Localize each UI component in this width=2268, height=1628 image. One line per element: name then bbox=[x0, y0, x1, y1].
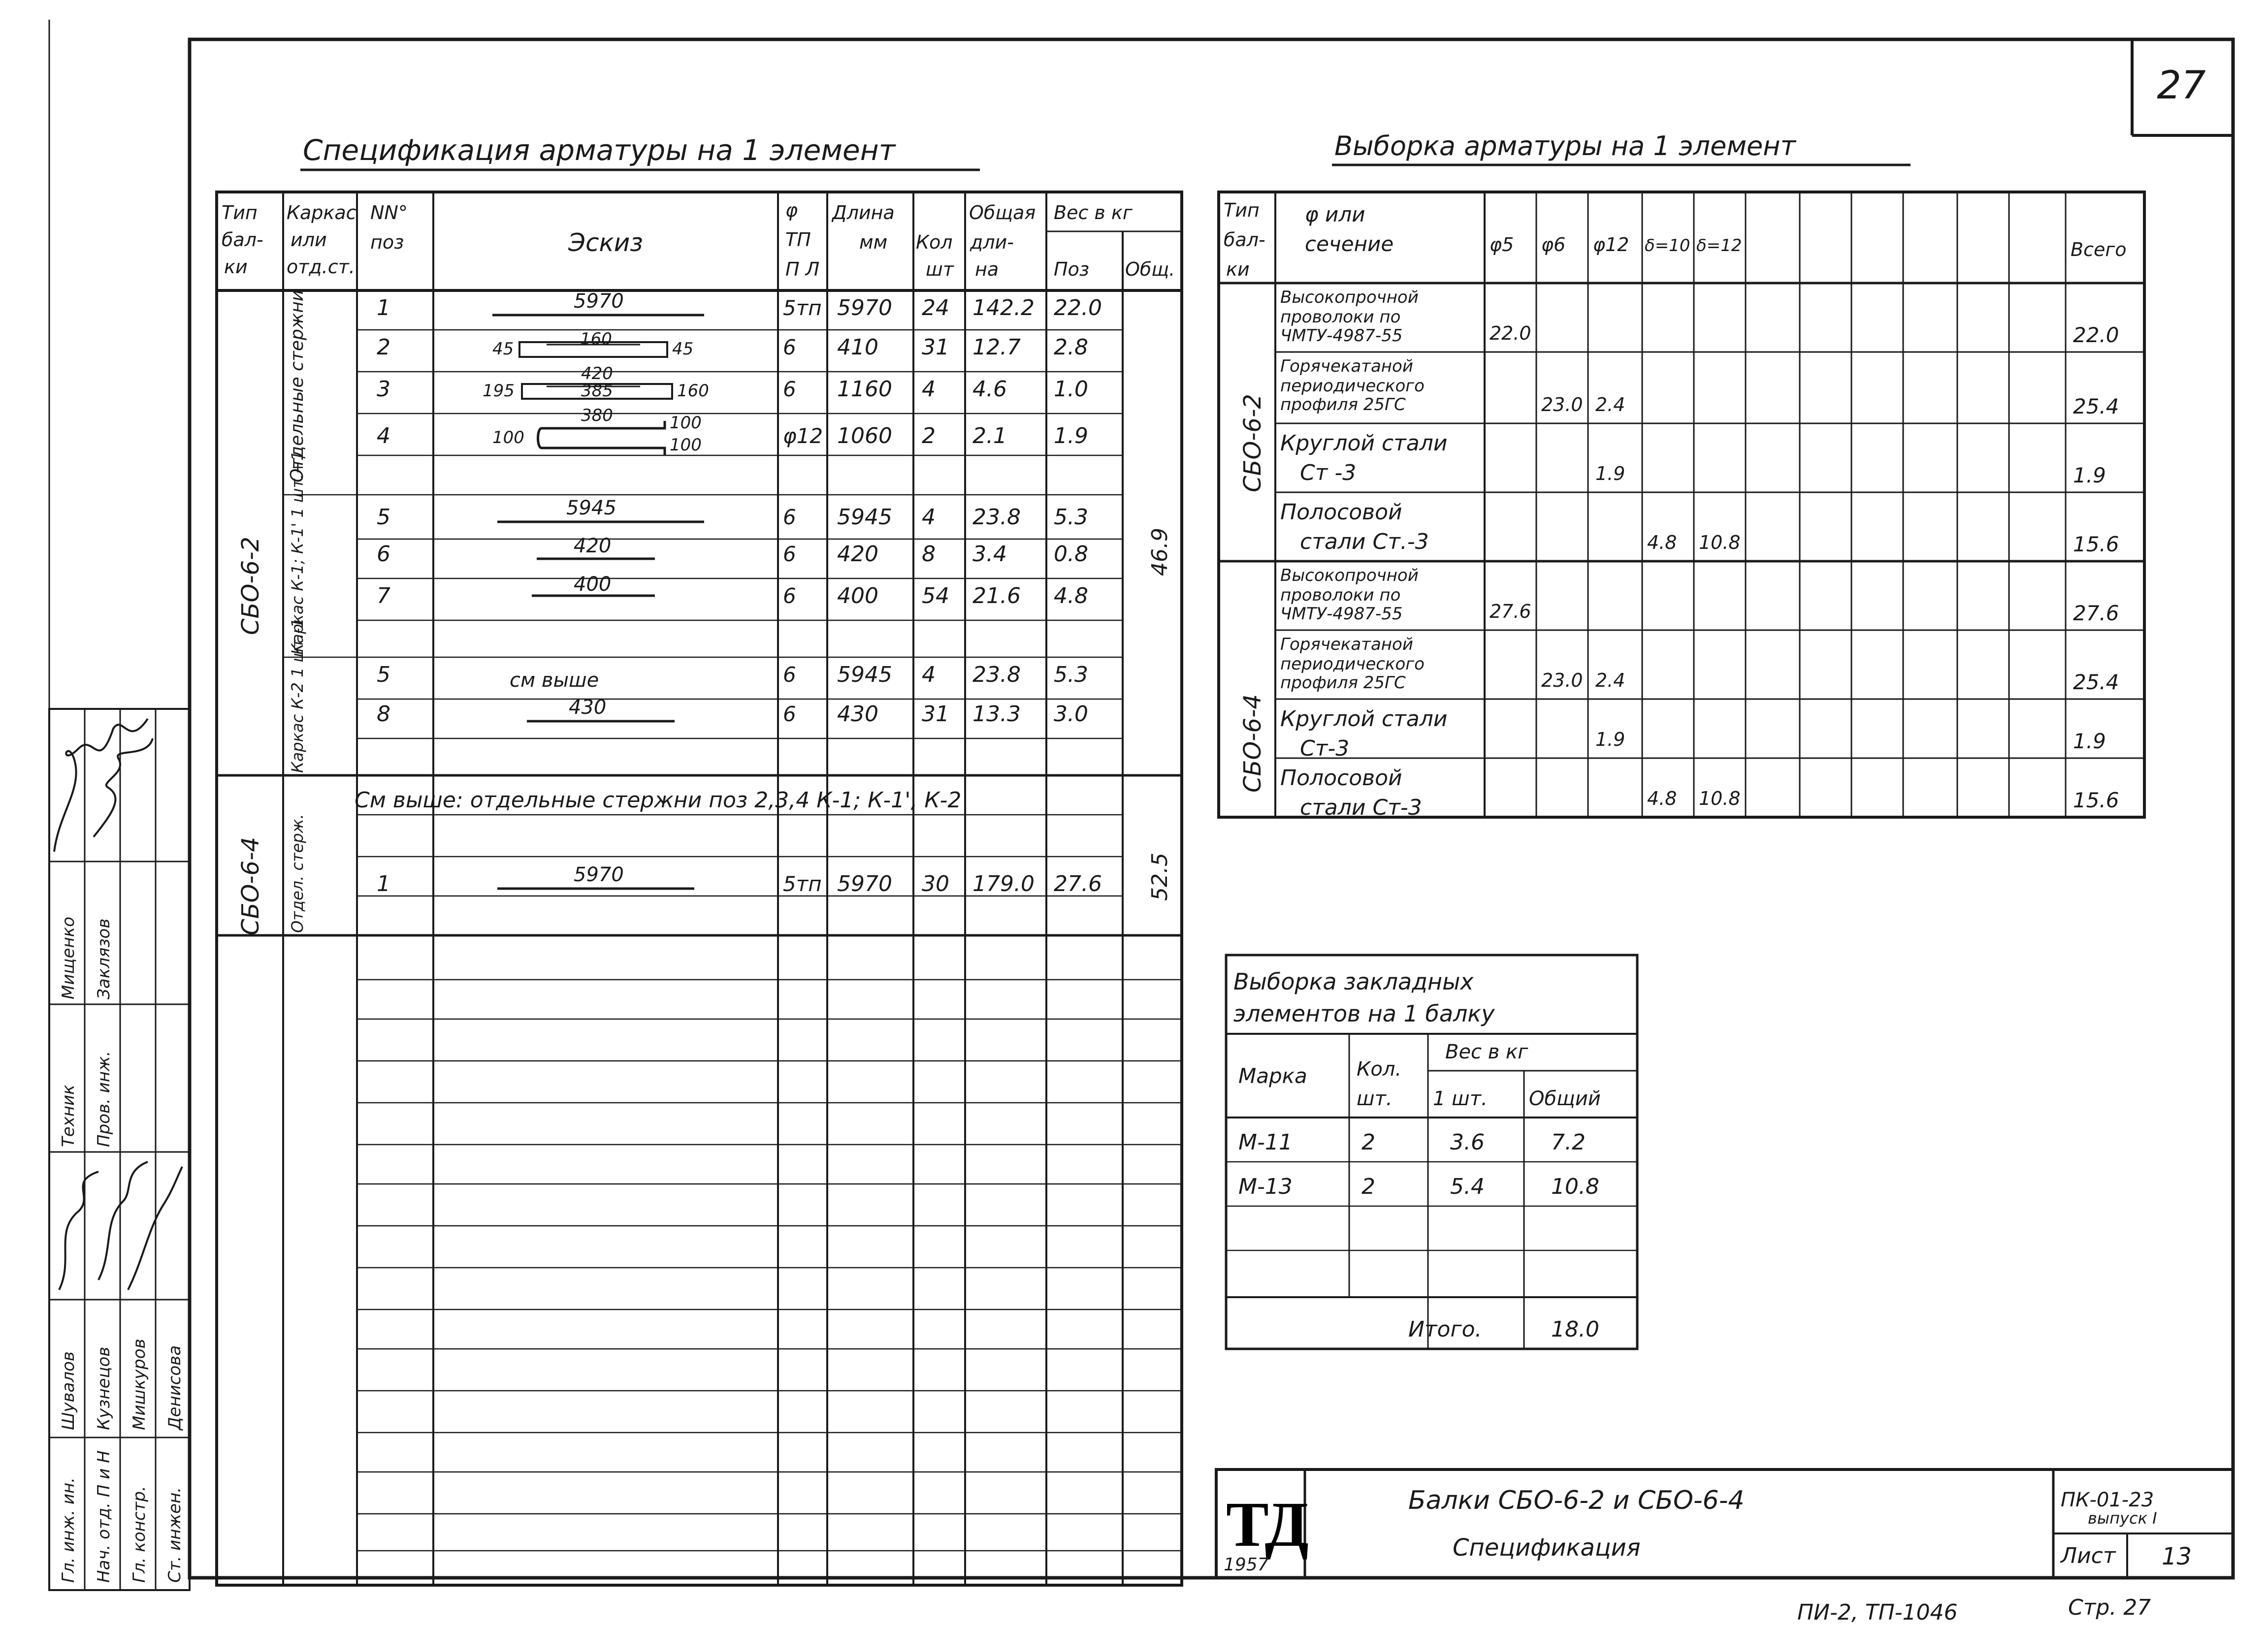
sel-row-label: стали Ст-3 bbox=[1300, 795, 1422, 820]
spec-h-qty1: Кол bbox=[916, 231, 953, 253]
spec-row-weight: 3.0 bbox=[1054, 702, 1088, 727]
spec-h-phi3: П Л bbox=[785, 258, 820, 280]
spec-row-pos: 8 bbox=[377, 702, 390, 727]
sel-row-c3: 2.4 bbox=[1595, 394, 1625, 415]
spec-h-len1: Длина bbox=[832, 202, 895, 223]
spec-row-pos: 1 bbox=[377, 295, 390, 320]
spec-row-pos: 4 bbox=[377, 423, 390, 448]
sel-row-total: 1.9 bbox=[2073, 729, 2106, 753]
spec-group-3: Каркас К-2 1 шт.-1 bbox=[288, 618, 307, 773]
stamp-sheet-label: Лист bbox=[2061, 1543, 2116, 1568]
sel-h-type1: Тип bbox=[1224, 199, 1260, 221]
signature-1 bbox=[54, 719, 148, 852]
stamp-sheet-num: 13 bbox=[2162, 1543, 2192, 1570]
spec-row-len: 410 bbox=[837, 335, 878, 360]
sel-row-c2: 23.0 bbox=[1541, 670, 1583, 691]
stamp-year: 1957 bbox=[1224, 1555, 1269, 1575]
sel-h-type2: бал- bbox=[1224, 229, 1265, 251]
side-role-4: Ст. инжен. bbox=[165, 1487, 185, 1583]
emb-title-1: Выборка закладных bbox=[1233, 968, 1474, 995]
sel-row-label: профиля 25ГС bbox=[1280, 395, 1406, 415]
emb-itogo-val: 18.0 bbox=[1551, 1317, 1599, 1342]
emb-row-qty: 2 bbox=[1361, 1130, 1375, 1155]
stamp-code-1: ПК-01-23 bbox=[2061, 1489, 2154, 1511]
sel-row-label: Ст -3 bbox=[1300, 460, 1357, 485]
sel-row-label: Круглой стали bbox=[1280, 431, 1448, 456]
spec-row-phi: 5тп bbox=[783, 296, 822, 320]
spec-row-total: 23.8 bbox=[972, 505, 1021, 530]
sel-row-label: Высокопрочной bbox=[1280, 287, 1419, 307]
sketch-4-r2: 100 bbox=[670, 435, 702, 455]
footer-right: Стр. 27 bbox=[2068, 1595, 2151, 1620]
emb-row-tot: 10.8 bbox=[1551, 1174, 1599, 1199]
sketch-1-len: 5970 bbox=[574, 290, 624, 313]
spec-row-weight: 0.8 bbox=[1054, 542, 1088, 567]
sel-row-total: 15.6 bbox=[2073, 788, 2119, 812]
td-logo: ТД bbox=[1226, 1489, 1309, 1560]
spec-h-sketch: Эскиз bbox=[568, 228, 643, 257]
spec-h-pos2: поз bbox=[370, 231, 404, 253]
spec-row-len: 420 bbox=[837, 542, 878, 567]
sel-row-label: профиля 25ГС bbox=[1280, 673, 1406, 693]
emb-h-qty2: шт. bbox=[1357, 1087, 1393, 1110]
sel-h-total: Всего bbox=[2071, 239, 2127, 260]
sel-row-c2: 23.0 bbox=[1541, 394, 1583, 415]
spec-row-total: 3.4 bbox=[972, 542, 1007, 567]
signature-block bbox=[49, 709, 190, 1590]
sketch-5b-text: см выше bbox=[510, 669, 599, 692]
spec-row-phi: 6 bbox=[783, 584, 796, 608]
side-name2-1: Мищенко bbox=[59, 917, 78, 999]
sel-row-total: 15.6 bbox=[2073, 532, 2119, 556]
sel-rows bbox=[1280, 287, 2119, 820]
stamp-title: Балки СБО-6-2 и СБО-6-4 bbox=[1408, 1486, 1745, 1515]
sel-row-total: 27.6 bbox=[2073, 601, 2119, 625]
spec-row-len: 5945 bbox=[837, 662, 892, 687]
sel-h-c4: δ=10 bbox=[1645, 236, 1690, 255]
spec-row-phi: 6 bbox=[783, 702, 796, 726]
sel-row-c4: 4.8 bbox=[1647, 532, 1677, 553]
stamp-code-2: выпуск I bbox=[2088, 1509, 2157, 1528]
spec-row-weight: 5.3 bbox=[1054, 662, 1088, 687]
spec-row-total: 2.1 bbox=[972, 423, 1007, 448]
spec-h-type3: ки bbox=[224, 256, 248, 278]
spec-row-pos: 2 bbox=[377, 335, 390, 360]
spec-h-frame3: отд.ст. bbox=[287, 256, 355, 278]
spec-type-1: СБО-6-2 bbox=[237, 537, 264, 635]
spec-h-frame2: или bbox=[291, 229, 327, 251]
sketch-4-r: 100 bbox=[670, 413, 702, 433]
spec-row-len: 1060 bbox=[837, 423, 892, 448]
spec-table bbox=[217, 192, 1182, 1585]
emb-row-tot: 7.2 bbox=[1551, 1130, 1586, 1155]
emb-title-2: элементов на 1 балку bbox=[1233, 1000, 1495, 1027]
spec-row-total: 21.6 bbox=[972, 583, 1021, 608]
sel-table bbox=[1219, 192, 2144, 820]
sketch-3-r: 160 bbox=[677, 381, 709, 401]
sketch-4-l: 100 bbox=[492, 428, 524, 447]
spec-row-qty: 2 bbox=[922, 423, 936, 448]
sel-row-total: 25.4 bbox=[2073, 394, 2119, 418]
emb-itogo: Итого. bbox=[1408, 1317, 1482, 1342]
sel-row-c5: 10.8 bbox=[1699, 532, 1741, 553]
spec-h-total2: дли- bbox=[970, 231, 1014, 253]
sketch-4-len: 380 bbox=[581, 406, 613, 425]
sel-row-label: Ст-3 bbox=[1300, 736, 1350, 761]
spec-row-total: 23.8 bbox=[972, 662, 1021, 687]
spec-h-type2: бал- bbox=[222, 229, 263, 251]
sketch-2-l: 45 bbox=[492, 339, 514, 359]
sel-row-c1: 27.6 bbox=[1490, 601, 1531, 622]
spec-row-weight: 2.8 bbox=[1054, 335, 1088, 360]
sel-h-type3: ки bbox=[1226, 258, 1250, 280]
spec-row-qty: 31 bbox=[922, 335, 949, 360]
sel-row-label: периодического bbox=[1280, 376, 1425, 396]
side-name2-2: Заклязов bbox=[94, 918, 114, 999]
sketch-7-len: 400 bbox=[574, 573, 612, 596]
side-name-1: Шувалов bbox=[59, 1351, 78, 1430]
spec-row-weight: 1.0 bbox=[1054, 377, 1088, 402]
spec-row-weight: 5.3 bbox=[1054, 505, 1088, 530]
spec-row-weight: 22.0 bbox=[1054, 295, 1102, 320]
spec-row-pos: 1 bbox=[377, 871, 390, 896]
emb-row-mark: М-13 bbox=[1238, 1174, 1293, 1199]
spec-row-qty: 31 bbox=[922, 702, 949, 727]
sel-type-2: СБО-6-4 bbox=[1239, 694, 1266, 793]
spec-h-type1: Тип bbox=[222, 202, 258, 223]
sel-row-label: ЧМТУ-4987-55 bbox=[1280, 604, 1403, 624]
emb-h-tot: Общий bbox=[1529, 1087, 1601, 1110]
spec-row-total: 142.2 bbox=[972, 295, 1035, 320]
spec-row-pos: 7 bbox=[377, 583, 390, 608]
spec-row-phi: 5тп bbox=[783, 872, 822, 896]
spec-row-qty: 54 bbox=[922, 583, 949, 608]
emb-row-mark: М-11 bbox=[1238, 1130, 1293, 1155]
spec-row-pos: 5 bbox=[377, 505, 390, 530]
side-role-1: Гл. инж. ин. bbox=[59, 1477, 78, 1583]
spec-row-pos: 3 bbox=[377, 377, 390, 402]
sketch-3-l: 195 bbox=[483, 381, 515, 401]
sel-row-total: 1.9 bbox=[2073, 463, 2106, 487]
stamp-subtitle: Спецификация bbox=[1453, 1534, 1641, 1562]
spec-row-phi: 6 bbox=[783, 377, 796, 401]
side-role-3: Гл. констр. bbox=[130, 1486, 149, 1583]
spec-row-phi: 6 bbox=[783, 663, 796, 687]
spec-row-len: 5970 bbox=[837, 295, 892, 320]
sel-row-c3: 1.9 bbox=[1595, 729, 1625, 750]
sel-title: Выборка арматуры на 1 элемент bbox=[1334, 130, 1796, 161]
spec-row-phi: 6 bbox=[783, 505, 796, 529]
spec-row-total: 13.3 bbox=[972, 702, 1021, 727]
spec-h-wtot: Общ. bbox=[1125, 258, 1175, 280]
emb-row-per: 5.4 bbox=[1450, 1174, 1485, 1199]
spec-h-qty2: шт bbox=[926, 258, 954, 280]
emb-rows bbox=[1238, 1130, 1599, 1199]
sel-row-label: проволоки по bbox=[1280, 307, 1401, 327]
sel-row-label: Полосовой bbox=[1280, 766, 1402, 791]
side-role2-1: Техник bbox=[59, 1085, 78, 1147]
spec-row-qty: 8 bbox=[922, 542, 936, 567]
spec-h-total3: на bbox=[975, 258, 999, 280]
spec-row-weight: 1.9 bbox=[1054, 423, 1088, 448]
spec-row-phi: 6 bbox=[783, 335, 796, 359]
spec-see-above: См выше: отдельные стержни поз 2,3,4 К-1; К-1', К-2 bbox=[355, 788, 962, 813]
spec-row-total: 12.7 bbox=[972, 335, 1021, 360]
sel-row-c3: 2.4 bbox=[1595, 670, 1625, 691]
sel-row-label: Высокопрочной bbox=[1280, 566, 1419, 585]
spec-h-wpos: Поз bbox=[1054, 258, 1090, 280]
side-role2-2: Пров. инж. bbox=[94, 1051, 114, 1147]
sketch-5-len: 5945 bbox=[566, 497, 616, 519]
spec-row-qty: 24 bbox=[922, 295, 949, 320]
sel-h-c2: φ6 bbox=[1541, 234, 1566, 255]
sketch-1b-len: 5970 bbox=[574, 863, 624, 886]
spec-row-total: 4.6 bbox=[972, 377, 1007, 402]
sel-row-label: проволоки по bbox=[1280, 585, 1401, 605]
sel-h-c3: φ12 bbox=[1593, 234, 1629, 255]
spec-total-2: 52.5 bbox=[1147, 853, 1172, 901]
sketch-2-r: 45 bbox=[672, 339, 694, 359]
spec-row-total: 179.0 bbox=[972, 871, 1035, 896]
spec-total-1: 46.9 bbox=[1147, 528, 1172, 576]
sel-row-label: Горячекатаной bbox=[1280, 356, 1413, 376]
sel-row-c1: 22.0 bbox=[1490, 322, 1531, 344]
spec-title: Спецификация арматуры на 1 элемент bbox=[303, 133, 896, 167]
spec-row-qty: 4 bbox=[922, 505, 936, 530]
sel-row-c4: 4.8 bbox=[1647, 788, 1677, 809]
emb-row-per: 3.6 bbox=[1450, 1130, 1485, 1155]
spec-row-qty: 30 bbox=[922, 871, 949, 896]
title-stamp bbox=[1216, 1469, 2233, 1578]
sel-h-c5: δ=12 bbox=[1696, 236, 1742, 255]
sel-row-label: Полосовой bbox=[1280, 500, 1402, 525]
sel-row-label: стали Ст.-3 bbox=[1300, 529, 1429, 554]
emb-h-per: 1 шт. bbox=[1433, 1087, 1488, 1110]
spec-h-weight: Вес в кг bbox=[1054, 202, 1133, 223]
sel-row-label: Круглой стали bbox=[1280, 706, 1448, 732]
spec-group-1: Отдельные стержни bbox=[287, 289, 307, 482]
emb-h-weight: Вес в кг bbox=[1445, 1041, 1528, 1063]
spec-row-pos: 6 bbox=[377, 542, 390, 567]
sel-row-c5: 10.8 bbox=[1699, 788, 1741, 809]
emb-table bbox=[1226, 955, 1637, 1349]
sel-h-sec1: φ или bbox=[1305, 202, 1365, 226]
spec-h-pos1: NN° bbox=[370, 202, 408, 223]
spec-type-2: СБО-6-4 bbox=[237, 837, 264, 935]
spec-row-phi: φ12 bbox=[783, 424, 823, 448]
sel-row-c3: 1.9 bbox=[1595, 463, 1625, 484]
spec-h-frame1: Каркас bbox=[287, 202, 356, 223]
sketch-2-len: 160 bbox=[580, 329, 612, 349]
sketch-8-len: 430 bbox=[569, 696, 607, 719]
signature-2 bbox=[94, 738, 153, 837]
sketch-6-len: 420 bbox=[574, 535, 612, 557]
side-role-2: Нач. отд. П и Н bbox=[94, 1450, 114, 1583]
side-name-2: Кузнецов bbox=[94, 1346, 114, 1430]
sel-row-label: ЧМТУ-4987-55 bbox=[1280, 326, 1403, 346]
spec-row-pos: 5 bbox=[377, 662, 390, 687]
spec-row-len: 5945 bbox=[837, 505, 892, 530]
sel-h-sec2: сечение bbox=[1305, 232, 1394, 256]
spec-group-2: Каркас К-1; К-1' 1 шт.+1 bbox=[288, 450, 307, 655]
spec-h-len2: мм bbox=[859, 231, 888, 253]
sel-type-1: СБО-6-2 bbox=[1239, 394, 1266, 492]
spec-row-len: 1160 bbox=[837, 377, 892, 402]
sketch-3-len: 385 bbox=[581, 381, 613, 401]
sel-row-total: 25.4 bbox=[2073, 670, 2119, 694]
sel-row-label: Горячекатаной bbox=[1280, 635, 1413, 654]
spec-h-phi1: φ bbox=[785, 199, 798, 221]
emb-h-qty1: Кол. bbox=[1357, 1058, 1402, 1081]
spec-row-phi: 6 bbox=[783, 542, 796, 566]
spec-row-weight: 27.6 bbox=[1054, 871, 1102, 896]
spec-row-weight: 4.8 bbox=[1054, 583, 1088, 608]
spec-row-len: 5970 bbox=[837, 871, 892, 896]
sketch-3-top: 420 bbox=[581, 364, 613, 383]
page-number: 27 bbox=[2157, 64, 2206, 108]
sel-h-c1: φ5 bbox=[1490, 234, 1514, 255]
side-name-3: Мишкуров bbox=[130, 1339, 149, 1430]
spec-group-4: Отдел. стерж. bbox=[288, 814, 307, 933]
sel-row-total: 22.0 bbox=[2073, 323, 2119, 347]
side-name-4: Денисова bbox=[165, 1345, 185, 1430]
spec-row-len: 400 bbox=[837, 583, 878, 608]
spec-row-qty: 4 bbox=[922, 377, 936, 402]
sel-row-label: периодического bbox=[1280, 654, 1425, 674]
emb-row-qty: 2 bbox=[1361, 1174, 1375, 1199]
footer-left: ПИ-2, ТП-1046 bbox=[1797, 1600, 1958, 1625]
spec-row-qty: 4 bbox=[922, 662, 936, 687]
spec-h-phi2: ТП bbox=[785, 229, 811, 251]
spec-h-total1: Общая bbox=[969, 202, 1036, 223]
spec-row-len: 430 bbox=[837, 702, 878, 727]
emb-h-mark: Марка bbox=[1238, 1064, 1307, 1088]
